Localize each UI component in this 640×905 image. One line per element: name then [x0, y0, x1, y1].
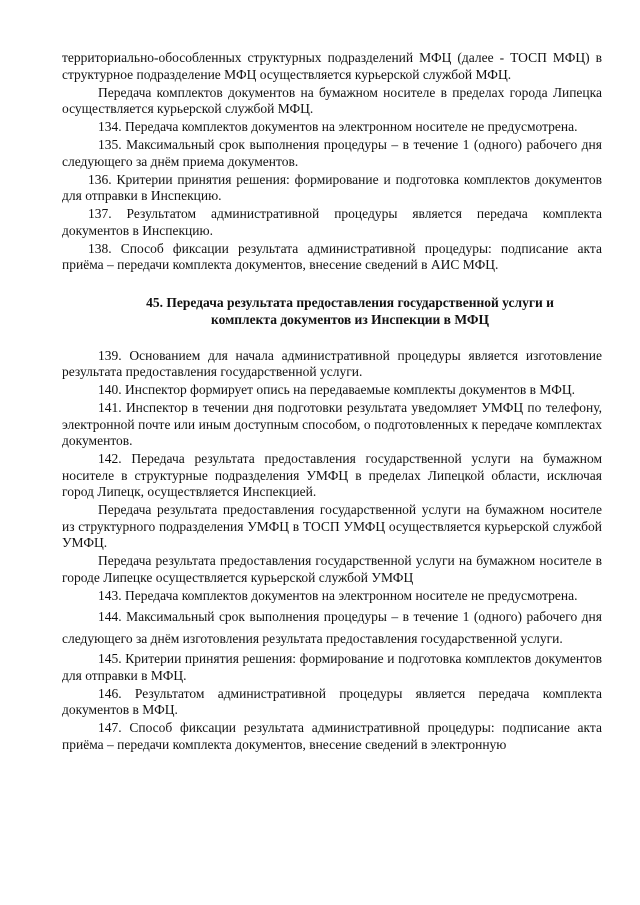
- paragraph-142: 142. Передача результата предоставления государственной услуги на бумажном носителе в структурные подразделения УМФЦ в пределах Липецкой области, исключая город Липецк, осуществляется Инспекцией.: [62, 451, 602, 499]
- paragraph-139: 139. Основанием для начала административной процедуры является изготовление результата предоставления государственной услуги.: [62, 347, 602, 379]
- section-heading-line1: 45. Передача результата предоставления государственной услуги и: [146, 294, 554, 310]
- paragraph-transfer-lipetsk: Передача результата предоставления государственной услуги на бумажном носителе в городе Липецке осуществляется курьерской службой УМФЦ: [62, 553, 602, 585]
- document-page: [62, 50, 602, 755]
- paragraph-134: 134. Передача комплектов документов на электронном носителе не предусмотрена.: [98, 119, 578, 134]
- paragraph-144: 144. Максимальный срок выполнения процедуры – в течение 1 (одного) рабочего дня следующего за днём изготовления результата предоставления государственной услуги.: [62, 608, 602, 646]
- paragraph-courier-lipetsk: Передача комплектов документов на бумажном носителе в пределах города Липецка осуществляется курьерской службой МФЦ.: [62, 84, 602, 116]
- paragraph-136: 136. Критерии принятия решения: формирование и подготовка комплектов документов для отправки в Инспекцию.: [62, 171, 602, 203]
- paragraph-145: 145. Критерии принятия решения: формирование и подготовка комплектов документов для отправки в МФЦ.: [62, 651, 602, 683]
- paragraph-140: 140. Инспектор формирует опись на передаваемые комплекты документов в МФЦ.: [98, 382, 575, 397]
- paragraph-137: 137. Результатом административной процедуры является передача комплекта документов в Инспекцию.: [62, 206, 602, 238]
- paragraph-141: 141. Инспектор в течении дня подготовки результата уведомляет УМФЦ по телефону, электронной почте или иным доступным способом, о подготовленных к передаче комплектах документов.: [62, 400, 602, 448]
- section-heading-line2: комплекта документов из Инспекции в МФЦ: [210, 311, 489, 327]
- paragraph-146: 146. Результатом административной процедуры является передача комплекта документов в МФЦ.: [62, 685, 602, 717]
- paragraph-135: 135. Максимальный срок выполнения процедуры – в течение 1 (одного) рабочего дня следующего за днём приема документов.: [62, 137, 602, 169]
- paragraph-147: 147. Способ фиксации результата административной процедуры: подписание акта приёма – передачи комплекта документов, внесение сведений в электронную: [62, 720, 602, 752]
- section-heading-45: [62, 294, 602, 328]
- paragraph-transfer-tosp: Передача результата предоставления государственной услуги на бумажном носителе из структурного подразделения УМФЦ в ТОСП УМФЦ осуществляется курьерской службой УМФЦ.: [62, 502, 602, 550]
- paragraph-continuation: территориально-обособленных структурных подразделений МФЦ (далее - ТОСП МФЦ) в структурное подразделение МФЦ осуществляется курьерской службой МФЦ.: [62, 50, 602, 82]
- paragraph-143: 143. Передача комплектов документов на электронном носителе не предусмотрена.: [98, 587, 578, 603]
- paragraph-138: 138. Способ фиксации результата административной процедуры: подписание акта приёма – передачи комплекта документов, внесение сведений в АИС МФЦ.: [62, 240, 602, 272]
